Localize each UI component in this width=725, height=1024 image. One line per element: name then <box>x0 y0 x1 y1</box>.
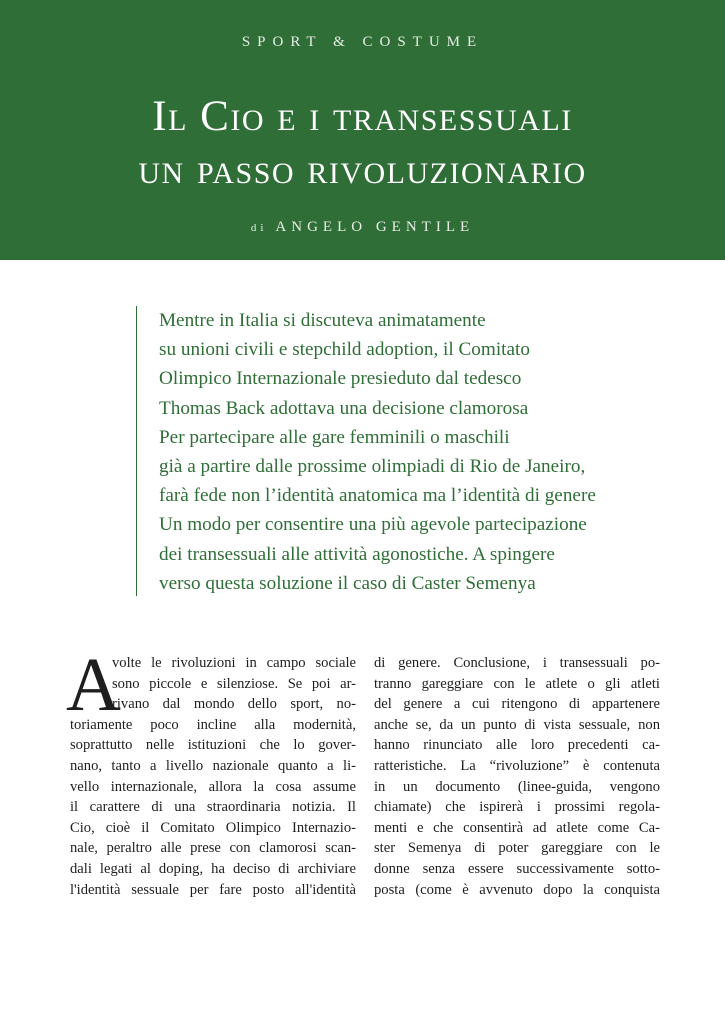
body-line: posta (come è avvenuto dopo la conquista <box>374 881 660 898</box>
lead-line: Per partecipare alle gare femminili o maschili <box>159 426 510 448</box>
body-line: volte le rivoluzioni in campo sociale <box>112 655 356 671</box>
body-line: menti e che consentirà ad atlete come Ca- <box>374 819 660 836</box>
article-header <box>0 0 725 260</box>
body-line: il carattere di una straordinaria notizia. Il <box>70 799 356 816</box>
body-line: toriamente poco incline alla modernità, <box>70 716 356 733</box>
lead-line: Un modo per consentire una più agevole partecipazione <box>159 514 587 536</box>
lead-line: Olimpico Internazionale presieduto dal tedesco <box>159 368 522 390</box>
body-line: vello internazionale, allora la cosa assume <box>70 778 356 795</box>
body-line: di genere. Conclusione, i transessuali po- <box>374 655 660 671</box>
body-line: l'identità sessuale per fare posto all'identità <box>70 881 356 898</box>
section-label: SPORT & COSTUME <box>241 34 484 50</box>
lead-paragraph <box>136 306 699 596</box>
lead-line: farà fede non l’identità anatomica ma l’identità di genere <box>159 485 596 507</box>
body-line: in un documento (linee-guida, vengono <box>374 778 660 795</box>
body-line: ratteristiche. La “rivoluzione” è contenuta <box>374 757 660 774</box>
lead-line: Mentre in Italia si discuteva animatamente <box>159 310 486 331</box>
body-line: soprattutto nelle istituzioni che lo gover- <box>70 737 356 754</box>
lead-line: Thomas Back adottava una decisione clamorosa <box>159 397 529 419</box>
body-line: anche se, da un punto di vista sessuale, non <box>374 716 660 733</box>
lead-line: su unioni civili e stepchild adoption, il Comitato <box>159 339 530 361</box>
body-line: hanno rinunciato alle loro precedenti ca- <box>374 737 660 754</box>
body-column-left <box>70 653 356 900</box>
byline-prefix: di <box>250 222 268 234</box>
drop-cap: A <box>66 643 121 727</box>
lead-line: dei transessuali alle attività agonostiche. A spingere <box>159 543 555 565</box>
body-line: Cio, cioè il Comitato Olimpico Internazio- <box>70 819 356 836</box>
article-title <box>20 90 705 196</box>
body-line: rivano dal mondo dello sport, no- <box>112 696 356 713</box>
title-line: un passo rivoluzionario <box>138 146 587 193</box>
body-line: sono piccole e silenziose. Se poi ar- <box>112 675 356 692</box>
byline <box>0 219 725 236</box>
body-line: chiamate) che ispirerà i prossimi regola- <box>374 799 660 816</box>
body-line: donne senza essere successivamente sotto- <box>374 860 660 877</box>
lead-line: già a partire dalle prossime olimpiadi di Rio de Janeiro, <box>159 456 586 478</box>
body-line: tranno gareggiare con le atlete o gli atleti <box>374 675 660 692</box>
body-line: nano, tanto a livello nazionale quanto a li- <box>70 757 356 774</box>
body-line: ster Semenya di poter gareggiare con le <box>374 840 660 857</box>
body-line: del genere a cui ritengono di appartenere <box>374 696 660 713</box>
title-line: Il Cio e i transessuali <box>152 93 573 140</box>
body-column-right <box>374 653 660 900</box>
lead-line: verso questa soluzione il caso di Caster Semenya <box>159 572 536 594</box>
body-line: nale, peraltro alle prese con clamorosi scan- <box>70 840 356 857</box>
author-name: ANGELO GENTILE <box>275 219 475 235</box>
body-line: dali legati al doping, ha deciso di archiviare <box>70 860 356 877</box>
